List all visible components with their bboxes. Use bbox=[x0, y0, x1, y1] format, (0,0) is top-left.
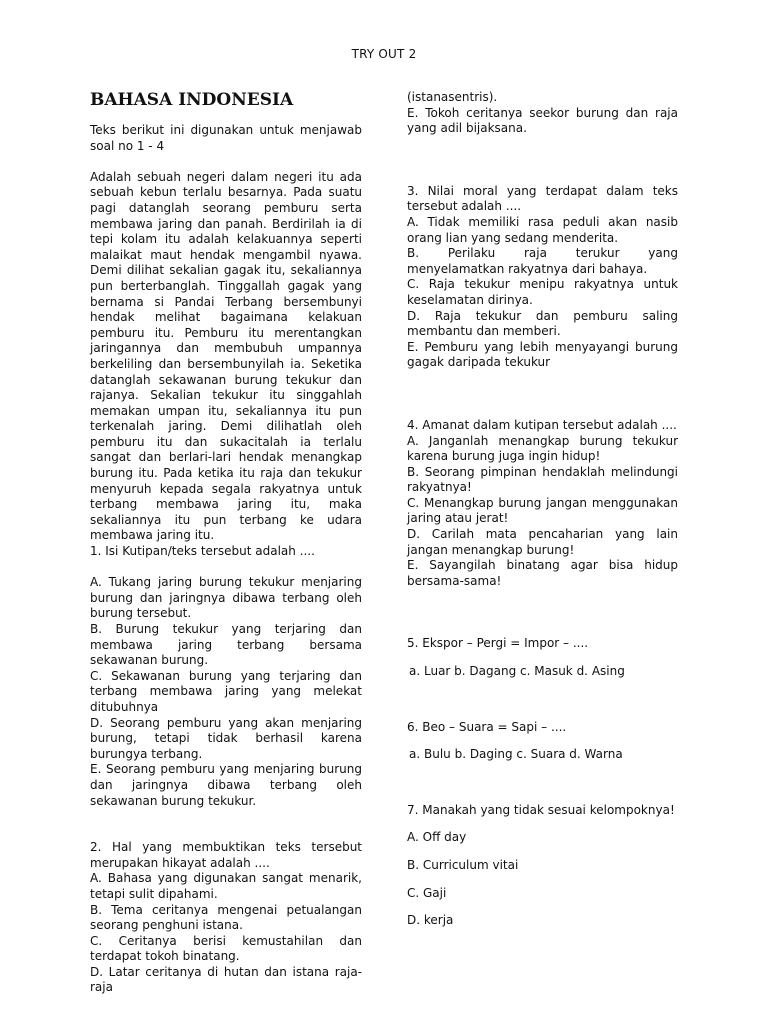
question-4: 4. Amanat dalam kutipan tersebut adalah .... bbox=[407, 417, 677, 432]
question-4-options bbox=[407, 434, 678, 590]
option-2a: A. Bahasa yang digunakan sangat menarik, tetapi sulit dipahami. bbox=[90, 871, 362, 901]
intro-text: Teks berikut ini digunakan untuk menjawab soal no 1 - 4 bbox=[90, 123, 362, 153]
option-3a: A. Tidak memiliki rasa peduli akan nasib orang lian yang sedang menderita. bbox=[407, 214, 678, 245]
option-4a: A. Janganlah menangkap burung tekukur karena burung juga ingin hidup! bbox=[407, 433, 678, 464]
option-1c: C. Sekawanan burung yang terjaring dan terbang membawa jaring yang melekat ditubuhnya bbox=[90, 668, 362, 714]
page-header: TRY OUT 2 bbox=[351, 47, 417, 61]
right-column bbox=[407, 90, 678, 929]
left-column bbox=[90, 90, 362, 996]
question-1: 1. Isi Kutipan/teks tersebut adalah .... bbox=[90, 544, 315, 559]
question-6: 6. Beo – Suara = Sapi – .... bbox=[407, 719, 567, 734]
question-3-options bbox=[407, 215, 678, 371]
option-7b: B. Curriculum vitai bbox=[407, 858, 519, 872]
document-title: BAHASA INDONESIA bbox=[90, 90, 294, 110]
passage-text: Adalah sebuah negeri dalam negeri itu ada sebuah kebun terlalu besarnya. Pada suatu pagi datanglah seorang pemburu serta membawa jaring dan panah. Berdirilah ia di tepi kolam itu adalah kelakuannya seperti malaikat maut hendak mengambil nyawa. Demi dilihat sekalian gagak itu, sekaliannya pun berterbanglah. Tinggallah gagak yang bernama si Pandai Terbang bersembunyi hendak melihat bagaimana kelakuan pemburu itu. Pemburu itu merentangkan jaringannya dan membubuh umpannya berkeliling dan bersembunyilah ia. Seketika datanglah sekawanan burung tekukur dan rajanya. Sekalian tekukur itu singgahlah memakan umpan itu, sekaliannya itu pun terkenalah jaring. Demi dilihatlah oleh pemburu itu dan sukacitalah ia terlalu sangat dan berlari-lari hendak menangkap burung itu. Pada ketika itu raja dan tekukur menyuruh kepada segala rakyatnya untuk terbang membawa jaring itu, maka sekaliannya itu pun terbang ke udara membawa jaring itu. bbox=[90, 169, 362, 543]
option-2c: C. Ceritanya berisi kemustahilan dan terdapat tokoh binatang. bbox=[90, 933, 362, 964]
option-4d: D. Carilah mata pencaharian yang lain jangan menangkap burung! bbox=[407, 527, 678, 557]
question-1-options bbox=[90, 575, 362, 809]
option-3d: D. Raja tekukur dan pemburu saling membantu dan memberi. bbox=[407, 308, 678, 339]
question-2: 2. Hal yang membuktikan teks tersebut merupakan hikayat adalah .... bbox=[90, 840, 362, 870]
question-3: 3. Nilai moral yang terdapat dalam teks tersebut adalah .... bbox=[407, 183, 678, 214]
question-6-options: a. Bulu b. Daging c. Suara d. Warna bbox=[409, 747, 623, 762]
option-7a: A. Off day bbox=[407, 830, 467, 845]
option-3e: E. Pemburu yang lebih menyayangi burung gagak daripada tekukur bbox=[407, 339, 678, 370]
option-4c: C. Menangkap burung jangan menggunakan jaring atau jerat! bbox=[407, 495, 678, 526]
option-2e: E. Tokoh ceritanya seekor burung dan raja yang adil bijaksana. bbox=[407, 105, 678, 136]
option-4b: B. Seorang pimpinan hendaklah melindungi rakyatnya! bbox=[407, 464, 678, 495]
option-2d: D. Latar ceritanya di hutan dan istana raja-raja bbox=[90, 964, 362, 995]
option-7c: C. Gaji bbox=[407, 885, 447, 900]
option-1e: E. Seorang pemburu yang menjaring burung dan jaringnya dibawa terbang oleh sekawanan burung tekukur. bbox=[90, 762, 362, 808]
question-2-options bbox=[90, 871, 362, 996]
option-2b: B. Tema ceritanya mengenai petualangan seorang penghuni istana. bbox=[90, 902, 362, 933]
option-7d: D. kerja bbox=[407, 913, 454, 928]
question-5: 5. Ekspor – Pergi = Impor – .... bbox=[407, 636, 589, 651]
option-1d: D. Seorang pemburu yang akan menjaring burung, tetapi tidak berhasil karena burungya terbang. bbox=[90, 715, 362, 761]
question-5-options: a. Luar b. Dagang c. Masuk d. Asing bbox=[409, 664, 625, 679]
option-1a: A. Tukang jaring burung tekukur menjaring burung dan jaringnya dibawa terbang oleh burung tersebut. bbox=[90, 575, 362, 621]
option-4e: E. Sayangilah binatang agar bisa hidup bersama-sama! bbox=[407, 558, 678, 588]
option-3c: C. Raja tekukur menipu rakyatnya untuk keselamatan dirinya. bbox=[407, 277, 678, 307]
option-1b: B. Burung tekukur yang terjaring dan membawa jaring terbang bersama sekawanan burung. bbox=[90, 622, 362, 668]
question-7: 7. Manakah yang tidak sesuai kelompoknya! bbox=[407, 802, 675, 817]
option-3b: B. Perilaku raja terukur yang menyelamatkan rakyatnya dari bahaya. bbox=[407, 246, 678, 276]
question-2-continued: (istanasentris). bbox=[407, 90, 498, 104]
